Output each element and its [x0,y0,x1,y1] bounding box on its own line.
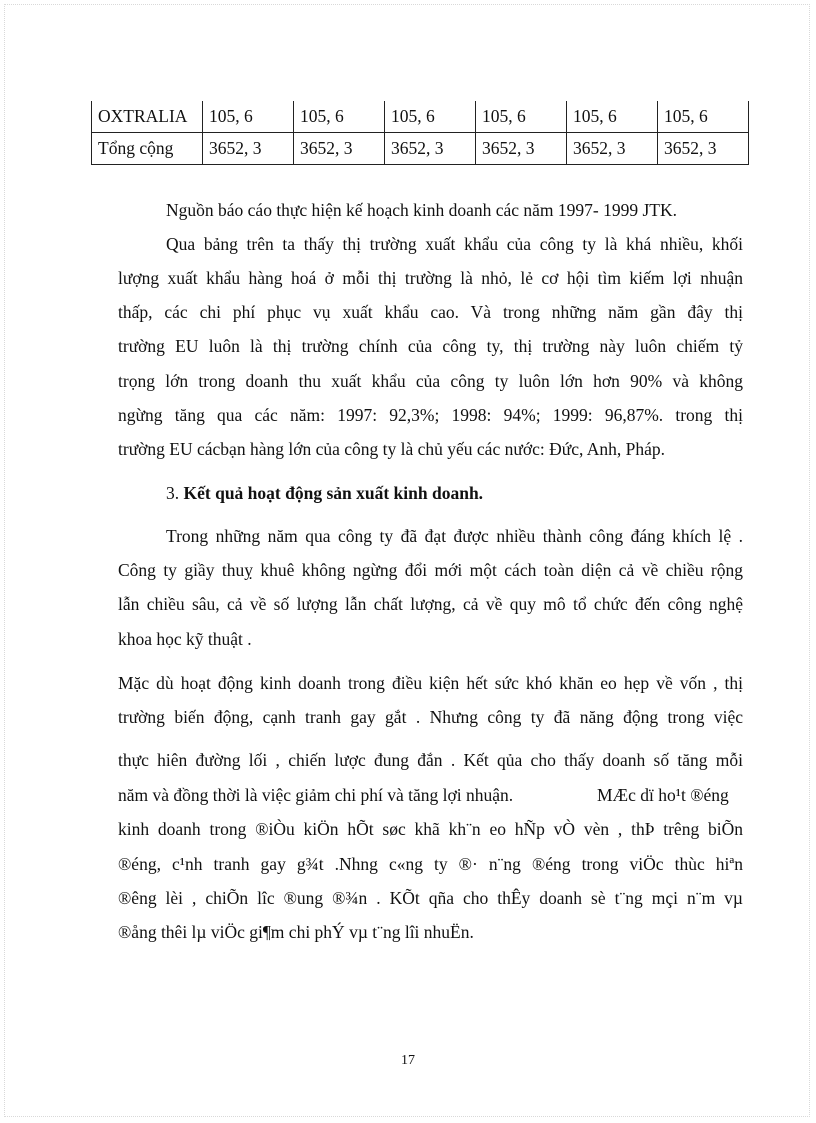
paragraph-1-line: trường EU cácbạn hàng lớn của công ty là chủ yếu các nước: Đức, Anh, Pháp. [118,439,666,459]
table-cell: 3652, 3 [385,133,476,165]
table-cell: 3652, 3 [476,133,567,165]
paragraph-2-line: Trong những năm qua công ty đã đạt được nhiều thành công đáng khích lệ . [166,526,743,546]
paragraph-3-line: thực hiên đường lối , chiến lược đung đắn . Kết qủa cho thấy doanh số tăng mỗi [118,750,743,770]
table-cell: 105, 6 [294,101,385,133]
paragraph-2-line: lẫn chiều sâu, cả về số lượng lẫn chất lượng, cả về quy mô tổ chức đến công nghệ [118,594,743,614]
paragraph-3-line: ®êng lèi , chiÕn lîc ®ung ®¾n . KÕt qña cho thÊy doanh sè t¨ng mçi n¨m vµ [118,888,743,908]
table-cell: 3652, 3 [658,133,749,165]
section-title: Kết quả hoạt động sản xuất kinh doanh. [183,483,484,503]
export-market-table [91,101,749,165]
table-cell-label: OXTRALIA [92,101,203,133]
source-note: Nguồn báo cáo thực hiện kế hoạch kinh doanh các năm 1997- 1999 JTK. [166,200,678,220]
paragraph-1-line: trọng lớn trong doanh thu xuất khẩu của công ty luôn lớn hơn 90% và không [118,371,743,391]
table-cell: 105, 6 [567,101,658,133]
paragraph-3-line: Mặc dù hoạt động kinh doanh trong điều kiện hết sức khó khăn eo hẹp về vốn , thị [118,673,743,693]
table-cell: 105, 6 [203,101,294,133]
table-cell: 105, 6 [476,101,567,133]
table-cell: 3652, 3 [203,133,294,165]
paragraph-1-line: trường EU luôn là thị trường chính của công ty, thị trường này luôn chiếm tỷ [118,336,743,356]
table-row [92,101,749,133]
paragraph-3-line: năm và đồng thời là việc giảm chi phí và tăng lợi nhuận. [118,785,514,805]
paragraph-1-line: ngừng tăng qua các năm: 1997: 92,3%; 1998: 94%; 1999: 96,87%. trong thị [118,405,743,425]
table-cell: 3652, 3 [567,133,658,165]
table-cell-label: Tổng cộng [92,133,203,165]
section-number: 3. [166,483,180,503]
table-row [92,133,749,165]
paragraph-2-line: Công ty giầy thuỵ khuê không ngừng đổi mới một cách toàn diện cả về chiều rộng [118,560,743,580]
table-cell: 105, 6 [385,101,476,133]
paragraph-3-line: ®éng, c¹nh tranh gay g¾t .Nhng c«ng ty ®· n¨ng ®éng trong viÖc thùc hiªn [118,854,743,874]
paragraph-3-line: ®ång thêi lµ viÖc gi¶m chi phÝ vµ t¨ng lîi nhuËn. [118,922,474,942]
paragraph-3-line: trường biến động, cạnh tranh gay gắt . Nhưng công ty đã năng động trong việc [118,707,743,727]
paragraph-3-line: kinh doanh trong ®iÒu kiÖn hÕt søc khã kh¨n eo hÑp vÒ vèn , thÞ trêng biÕn [118,819,743,839]
paragraph-1-line: lượng xuất khẩu hàng hoá ở mỗi thị trường là nhỏ, lẻ cơ hội tìm kiếm lợi nhuận [118,268,743,288]
paragraph-3-garbled-start: MÆc dï ho¹t ®éng [597,785,729,805]
paragraph-1-line: Qua bảng trên ta thấy thị trường xuất khẩu của công ty là khá nhiều, khối [166,234,743,254]
table-cell: 3652, 3 [294,133,385,165]
paragraph-1-line: thấp, các chi phí phục vụ xuất khẩu cao. Và trong những năm gần đây thị [118,302,743,322]
section-heading [166,483,483,504]
table-cell: 105, 6 [658,101,749,133]
page-number: 17 [401,1053,415,1068]
paragraph-2-line: khoa học kỹ thuật . [118,629,252,649]
